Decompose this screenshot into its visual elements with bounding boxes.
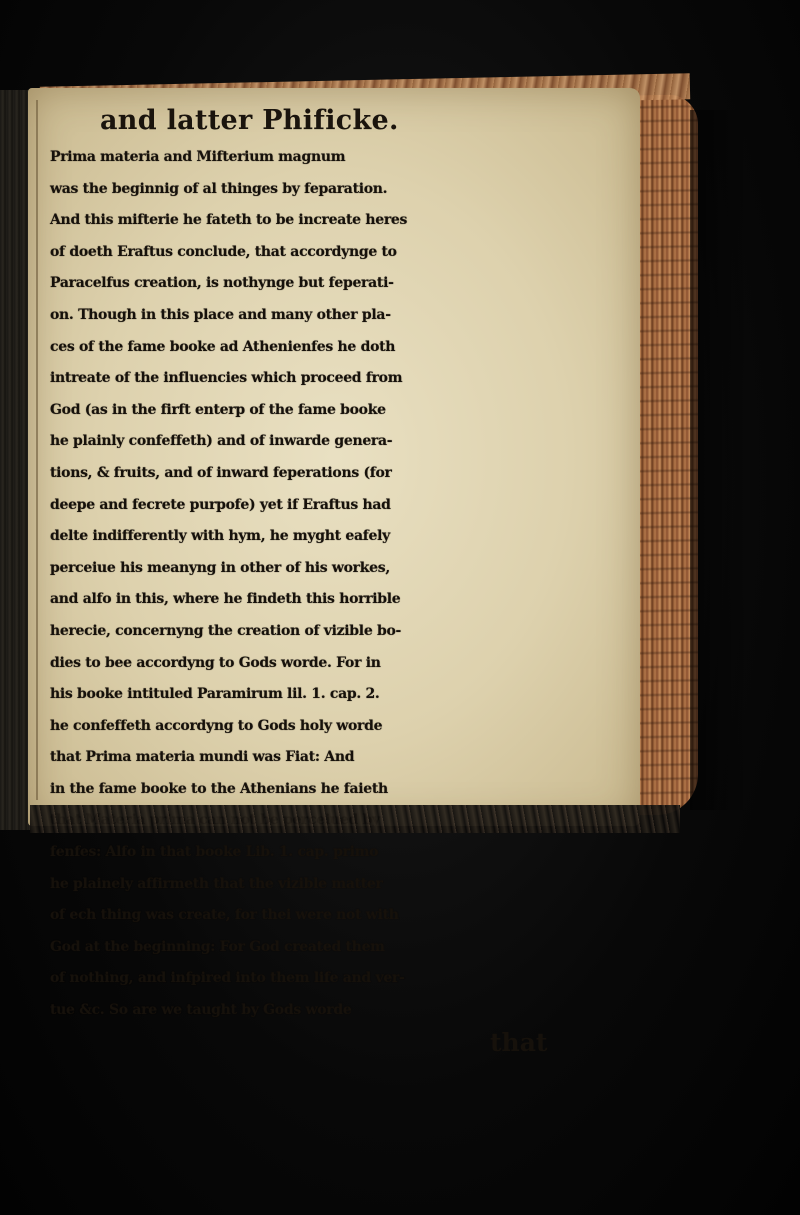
text-line: of nothing, and infpired into them life and ver- <box>50 970 405 987</box>
text-line: he plainely affirmeth that the vizible matter <box>50 875 383 892</box>
text-line: Prima materia and Mifterium magnum <box>50 149 346 165</box>
text-line: And this mifterie he fateth to be increate heres <box>50 212 408 229</box>
text-line: on. Though in this place and many other pla- <box>50 306 391 323</box>
text-line: of ech thing was create, for thei were not with <box>50 907 399 924</box>
text-line: of doeth Eraftus conclude, that accordynge to <box>50 243 397 260</box>
margin-rule <box>36 100 38 800</box>
page-text-block <box>50 100 620 1059</box>
text-line: he confeffeth accordyng to Gods holy worde <box>50 717 383 734</box>
text-line: deepe and fecrete purpofe) yet if Eraftus had <box>50 496 391 513</box>
text-line: tions, & fruits, and of inward feperations (for <box>50 464 392 481</box>
text-line: that Prima materia mundi was Fiat: And <box>50 749 355 766</box>
catchword: that <box>490 1027 548 1057</box>
text-line: dies to bee accordyng to Gods worde. For in <box>50 654 381 671</box>
text-line: herecie, concernyng the creation of vizible bo- <box>50 622 402 639</box>
text-line: God (as in the firft enterp of the fame booke <box>50 401 386 418</box>
text-line: Paracelfus creation, is nothynge but feperati- <box>50 275 394 292</box>
text-line: his booke intituled Paramirum lil. 1. cap. 2. <box>50 686 380 703</box>
text-line: ces of the fame booke ad Athenienfes he doth <box>50 338 396 355</box>
text-line: delte indifferently with hym, he myght eafely <box>50 528 390 545</box>
text-line: tue &c. So are we taught by Gods worde <box>50 1002 352 1019</box>
text-line: in the fame booke to the Athenians he faieth <box>50 780 388 797</box>
text-line: he plainly confeffeth) and of inwarde genera- <box>50 433 393 450</box>
text-line: God at the beginning: For God created them <box>50 938 385 955</box>
text-line: and alfo in this, where he findeth this horrible <box>50 591 401 608</box>
text-line: perceiue his meanyng in other of his workes, <box>50 559 390 576</box>
edge-shadow <box>690 110 750 810</box>
bottom-page-edge <box>30 805 680 833</box>
text-line: was the beginnig of al thinges by feparation. <box>50 180 388 197</box>
text-line: intreate of the influencies which proceed from <box>50 370 403 387</box>
text-line: fenfes: Alfo in that booke Lib. 1. cap. primo <box>50 844 379 861</box>
running-head: and latter Phificke. <box>100 105 399 136</box>
